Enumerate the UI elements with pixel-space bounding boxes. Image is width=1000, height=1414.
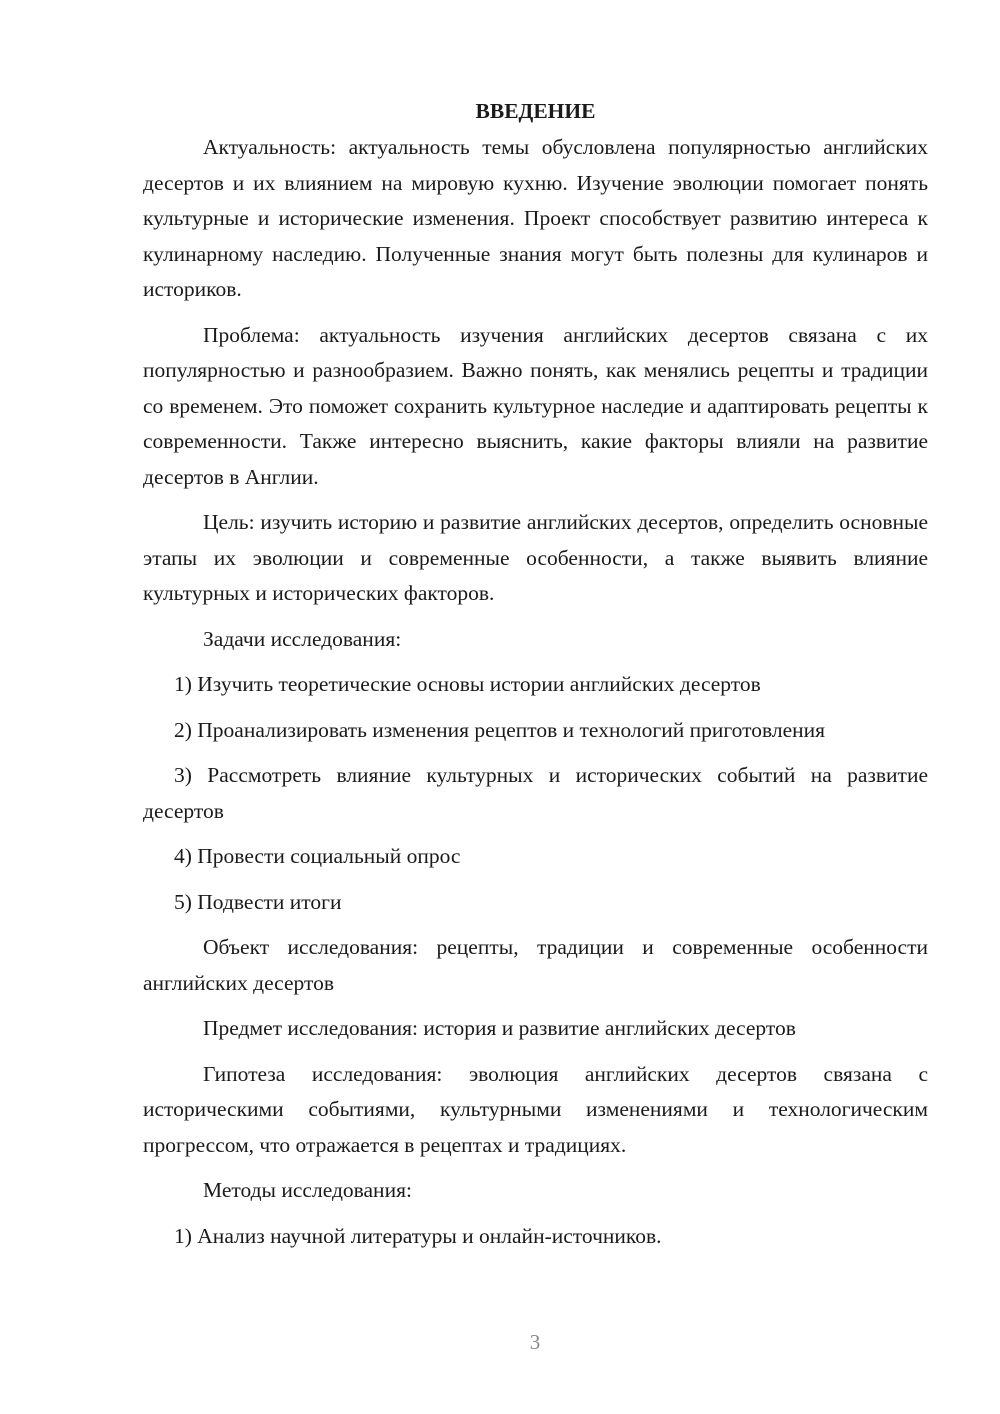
task-item-1: 1) Изучить теоретические основы истории английских десертов xyxy=(174,672,761,696)
page-number: 3 xyxy=(529,1330,541,1354)
paragraph-subject: Предмет исследования: история и развитие английских десертов xyxy=(203,1016,796,1040)
task-item-3: 3) Рассмотреть влияние культурных и исторических событий на развитие десертов xyxy=(143,763,928,823)
methods-heading: Методы исследования: xyxy=(203,1178,412,1202)
paragraph-relevance: Актуальность: актуальность темы обусловлена популярностью английских десертов и их влиянием на мировую кухню. Изучение эволюции помогает понять культурные и исторические изменения. Проект способствует развитию интереса к кулинарному наследию. Полученные знания могут быть полезны для кулинаров и историков. xyxy=(143,135,928,301)
task-item-2: 2) Проанализировать изменения рецептов и технологий приготовления xyxy=(174,717,826,742)
page-content xyxy=(143,92,928,1254)
section-title: ВВЕДЕНИЕ xyxy=(475,99,596,123)
paragraph-goal: Цель: изучить историю и развитие английских десертов, определить основные этапы их эволюции и современные особенности, а также выявить влияние культурных и исторических факторов. xyxy=(143,510,928,605)
paragraph-hypothesis: Гипотеза исследования: эволюция английских десертов связана с историческими событиями, культурными изменениями и технологическим прогрессом, что отражается в рецептах и традициях. xyxy=(143,1061,928,1157)
method-item-1: 1) Анализ научной литературы и онлайн-источников. xyxy=(174,1223,662,1248)
task-item-4: 4) Провести социальный опрос xyxy=(174,844,461,868)
tasks-heading: Задачи исследования: xyxy=(203,626,402,651)
task-item-5: 5) Подвести итоги xyxy=(174,889,342,914)
paragraph-problem: Проблема: актуальность изучения английских десертов связана с их популярностью и разнообразием. Важно понять, как менялись рецепты и традиции со временем. Это поможет сохранить культурное наследие и адаптировать рецепты к современности. Также интересно выяснить, какие факторы влияли на развитие десертов в Англии. xyxy=(143,322,928,489)
paragraph-object: Объект исследования: рецепты, традиции и современные особенности английских десертов xyxy=(143,935,928,995)
